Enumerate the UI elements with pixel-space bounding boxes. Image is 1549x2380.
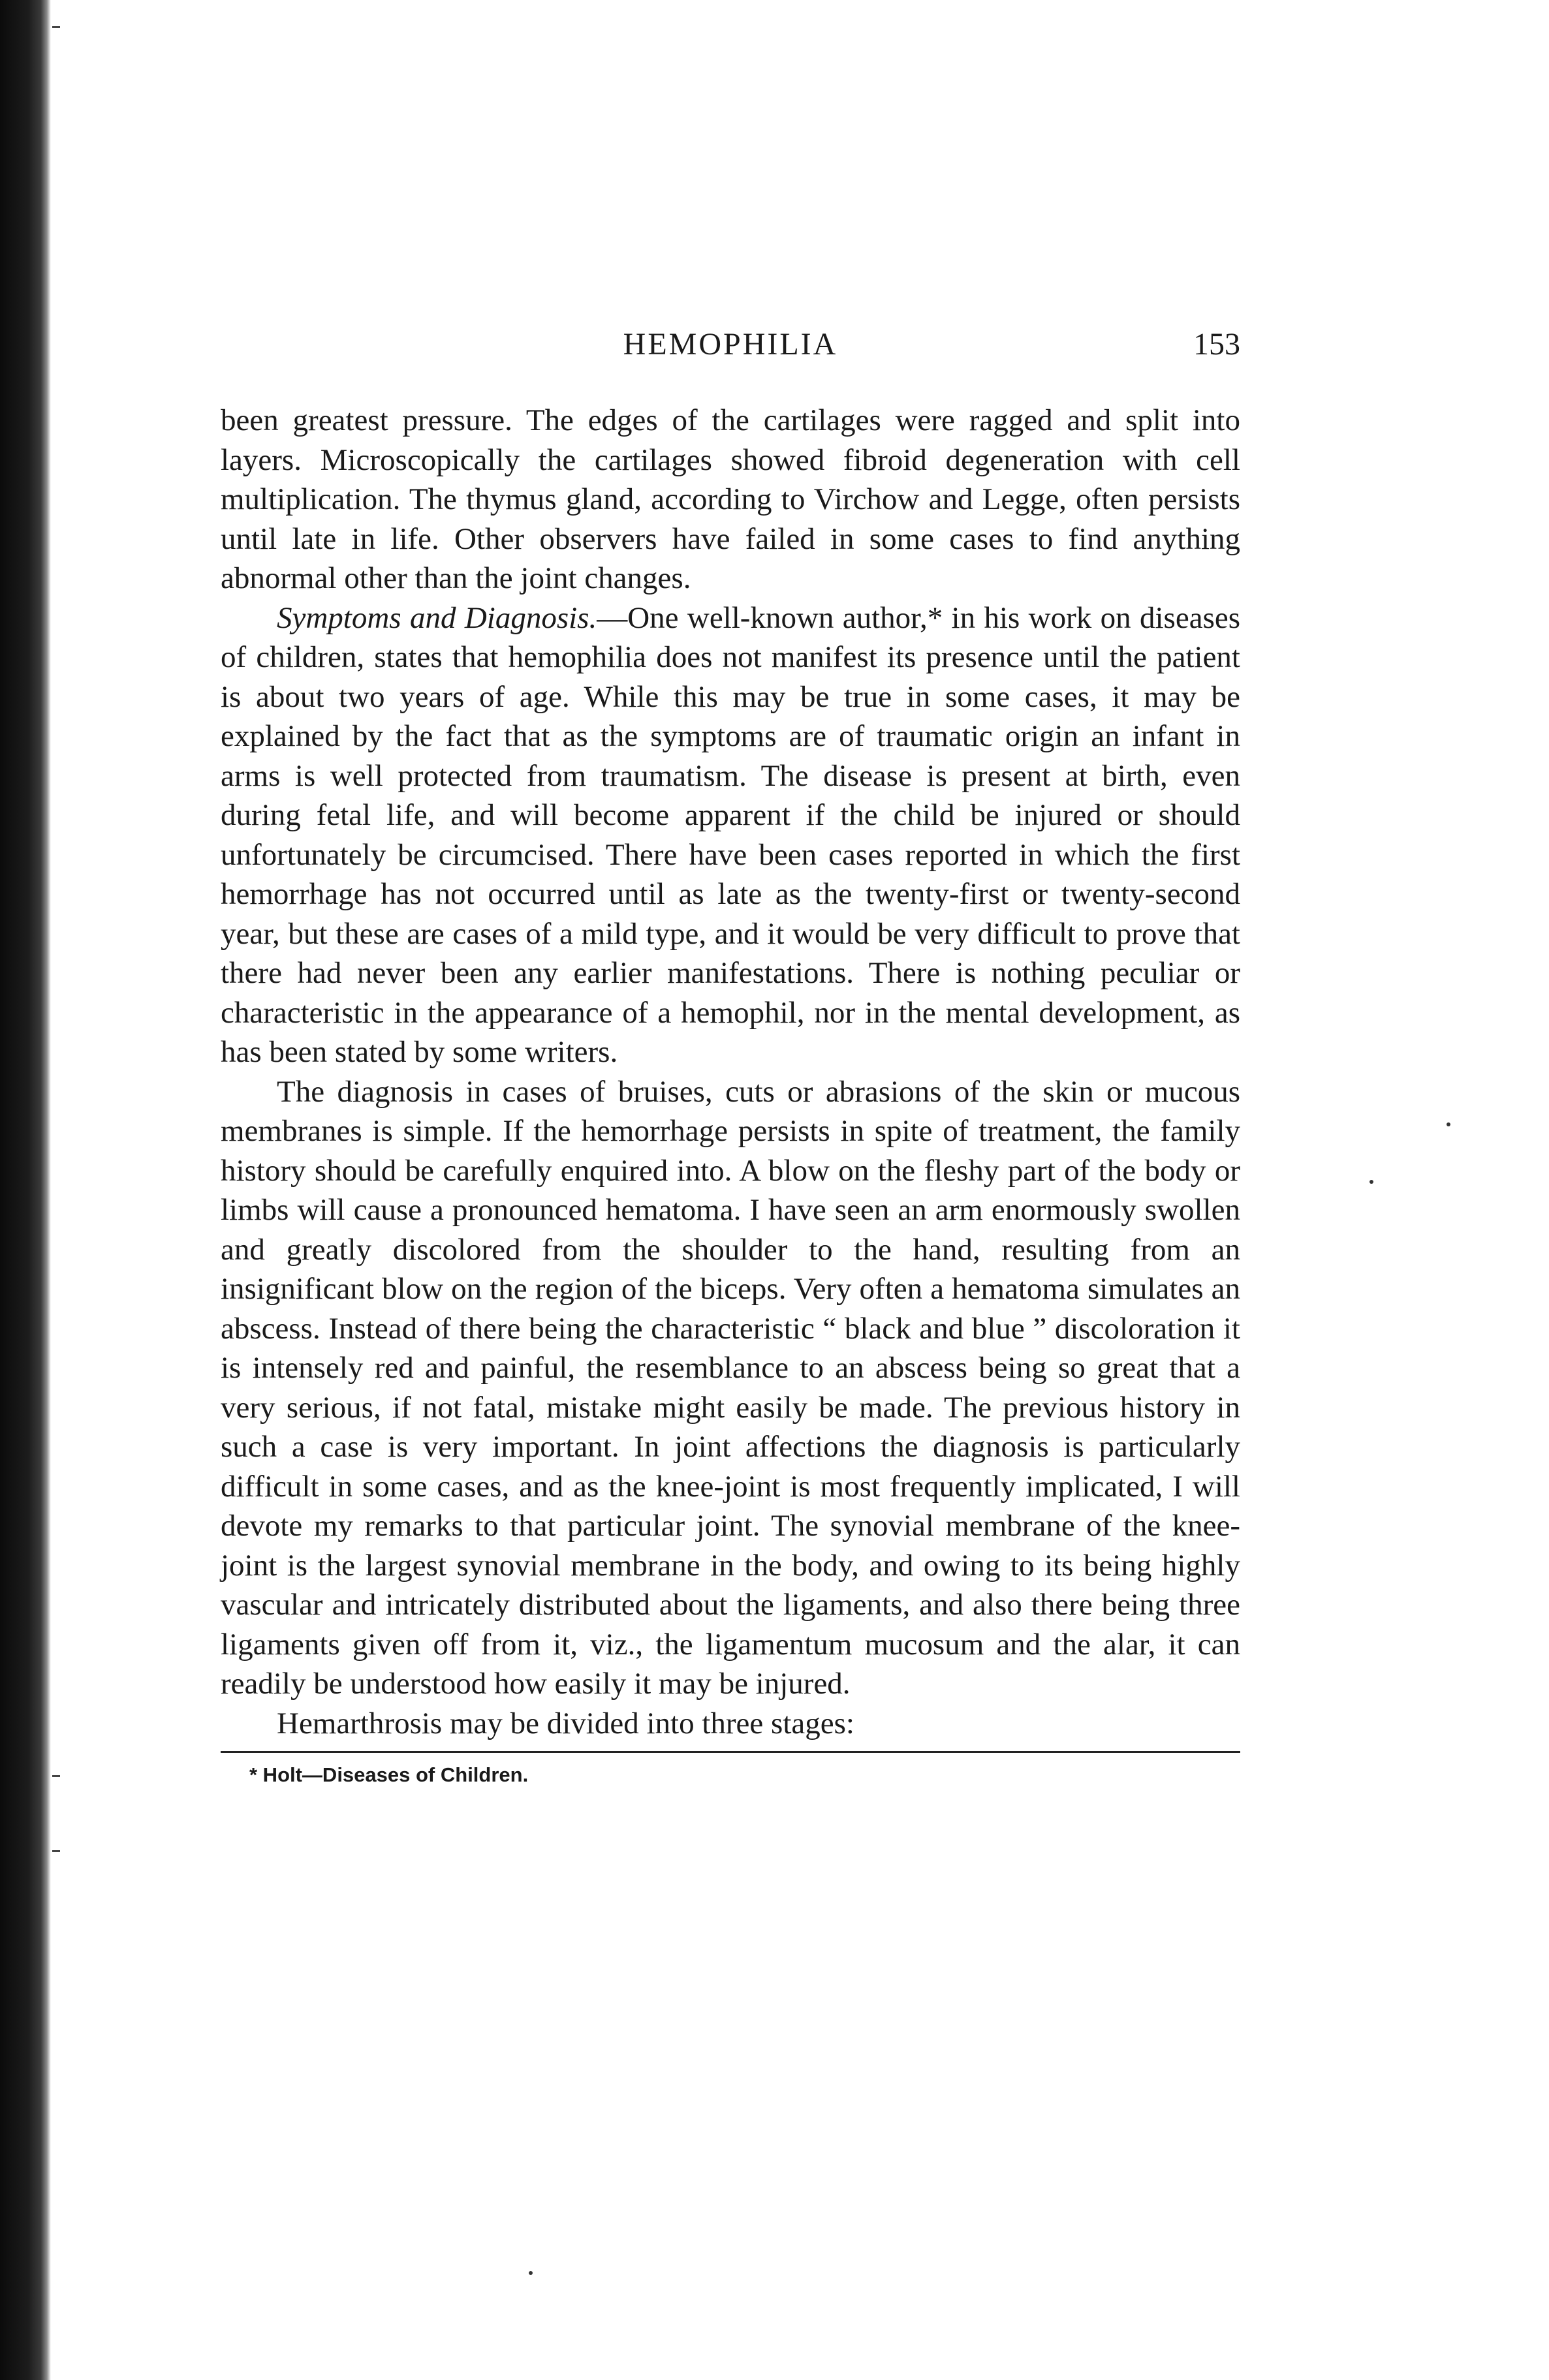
- paragraph-cartilage: been greatest pressure. The edges of the cartilages were ragged and split into layers. Microscopically the cartilages showed fibroid degeneration with cell multiplication. The thymus gland, according to Virchow and Legge, often persists until late in life. Other observers have failed in some cases to find anything abnormal other than the joint changes.: [221, 403, 1240, 595]
- book-spine-shadow: [0, 0, 51, 2380]
- margin-speck: [1369, 1180, 1373, 1184]
- margin-speck: [529, 2271, 533, 2275]
- paragraph-hemarthrosis: Hemarthrosis may be divided into three stages:: [277, 1706, 854, 1740]
- paragraph-symptoms-text: —One well-known author,* in his work on diseases of children, states that hemophilia does not manifest its presence until the patient is about two years of age. While this may be true in some cases, it may be explained by the fact that as the symptoms are of traumatic origin an infant in arms is well protected from traumatism. The disease is present at birth, even during fetal life, and will become apparent if the child be injured or should unfortunately be circumcised. There have been cases reported in which the first hemorrhage has not occurred until as late as the twenty-first or twenty-second year, but these are cases of a mild type, and it would be very difficult to prove that there had never been any earlier manifestations. There is nothing peculiar or characteristic in the appearance of a hemophil, nor in the mental development, as has been stated by some writers.: [221, 600, 1241, 1069]
- spine-mark: [52, 1775, 60, 1777]
- page-header: [221, 326, 1240, 379]
- body-text: [221, 401, 1240, 1743]
- section-heading-symptoms: Symptoms and Diagnosis.: [277, 600, 597, 635]
- book-page: [221, 326, 1240, 1788]
- footnote-divider: [221, 1751, 1240, 1753]
- running-head: HEMOPHILIA: [623, 327, 838, 362]
- paragraph-symptoms: [221, 598, 1240, 1072]
- spine-mark: [52, 1850, 60, 1852]
- margin-speck: [1447, 1122, 1450, 1126]
- page-number: 153: [1193, 327, 1240, 362]
- footnote: * Holt—Diseases of Children.: [249, 1763, 529, 1786]
- paragraph-diagnosis: The diagnosis in cases of bruises, cuts or abrasions of the skin or mucous membranes is simple. If the hemorrhage persists in spite of treatment, the family history should be carefully enquired into. A blow on the fleshy part of the body or limbs will cause a pronounced hematoma. I have seen an arm enormously swollen and greatly discolored from the shoulder to the hand, resulting from an insignificant blow on the region of the biceps. Very often a hematoma simulates an abscess. Instead of there being the characteristic “ black and blue ” discoloration it is intensely red and painful, the resemblance to an abscess being so great that a very serious, if not fatal, mistake might easily be made. The previous history in such a case is very important. In joint affections the diagnosis is particularly difficult in some cases, and as the knee-joint is most frequently implicated, I will devote my remarks to that particular joint. The synovial membrane of the knee-joint is the largest synovial membrane in the body, and owing to its being highly vascular and intricately distributed about the ligaments, and also there being three ligaments given off from it, viz., the ligamentum mucosum and the alar, it can readily be understood how easily it may be injured.: [221, 1074, 1240, 1701]
- spine-mark: [52, 26, 60, 28]
